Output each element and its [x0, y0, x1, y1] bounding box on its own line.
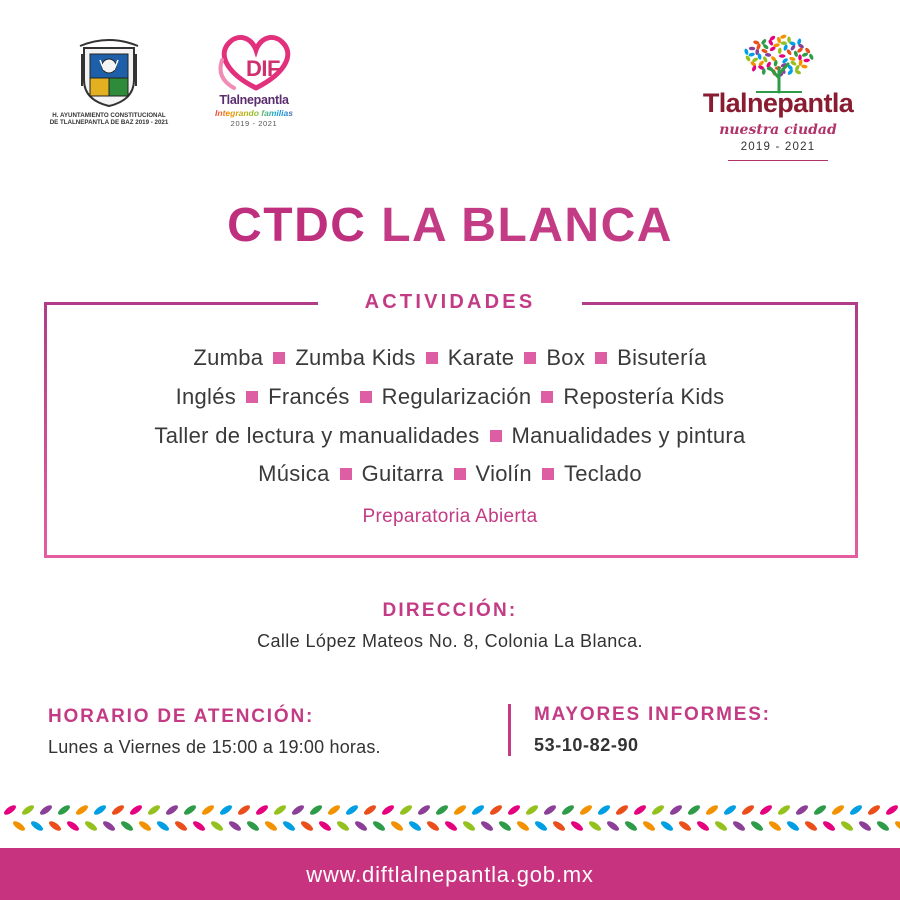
- city-logo-rule: [728, 160, 828, 161]
- border-leaf: [93, 804, 108, 817]
- activities-extra: Preparatoria Abierta: [362, 506, 538, 527]
- tree-leaf: [751, 65, 757, 72]
- border-leaf: [822, 820, 837, 833]
- border-leaf: [606, 820, 621, 833]
- page-title: [0, 198, 900, 253]
- border-leaf: [183, 804, 198, 817]
- border-leaf: [723, 804, 738, 817]
- leaf-pattern-border: [0, 800, 900, 836]
- border-leaf: [300, 820, 315, 833]
- border-leaf: [48, 820, 63, 833]
- border-leaf: [219, 804, 234, 817]
- border-leaf: [246, 820, 261, 833]
- square-separator-icon: [454, 468, 466, 480]
- activity-item: Zumba: [193, 345, 264, 370]
- square-separator-icon: [595, 352, 607, 364]
- info-divider: [508, 704, 511, 756]
- border-leaf: [588, 820, 603, 833]
- border-leaf: [39, 804, 54, 817]
- activity-item: Taller de lectura y manualidades: [154, 423, 480, 448]
- border-leaf: [552, 820, 567, 833]
- border-leaf: [282, 820, 297, 833]
- border-leaf: [327, 804, 342, 817]
- border-leaf: [399, 804, 414, 817]
- municipality-caption: [40, 112, 178, 126]
- border-leaf: [687, 804, 702, 817]
- tree-leaf: [803, 58, 810, 62]
- border-leaf: [75, 804, 90, 817]
- square-separator-icon: [246, 391, 258, 403]
- square-separator-icon: [340, 468, 352, 480]
- square-separator-icon: [490, 430, 502, 442]
- municipal-coat-of-arms-logo: [78, 36, 140, 108]
- border-leaf: [255, 804, 270, 817]
- activity-item: Violín: [475, 461, 532, 486]
- dif-brand-text: DIF: [246, 56, 280, 81]
- border-leaf: [129, 804, 144, 817]
- tree-leaf: [790, 60, 797, 66]
- border-leaf: [264, 820, 279, 833]
- border-leaf: [705, 804, 720, 817]
- border-leaf: [462, 820, 477, 833]
- border-leaf: [84, 820, 99, 833]
- dif-tagline-text: Integrando familias: [204, 108, 304, 118]
- tree-leaf: [801, 64, 808, 69]
- border-leaf: [732, 820, 747, 833]
- border-leaf: [777, 804, 792, 817]
- border-leaf: [363, 804, 378, 817]
- activity-item: Guitarra: [361, 461, 444, 486]
- border-leaf: [156, 820, 171, 833]
- hours-label: HORARIO DE ATENCIÓN:: [48, 706, 315, 727]
- tree-leaf: [781, 41, 787, 45]
- border-leaf: [642, 820, 657, 833]
- info-label: MAYORES INFORMES:: [534, 704, 771, 725]
- activity-line: [44, 423, 856, 449]
- border-leaf: [651, 804, 666, 817]
- border-leaf: [444, 820, 459, 833]
- border-leaf: [453, 804, 468, 817]
- activity-line: [44, 461, 856, 487]
- activity-item: Manualidades y pintura: [511, 423, 746, 448]
- square-separator-icon: [542, 468, 554, 480]
- border-leaf: [750, 820, 765, 833]
- tree-leaf: [789, 56, 796, 61]
- square-separator-icon: [524, 352, 536, 364]
- border-leaf: [57, 804, 72, 817]
- border-leaf: [561, 804, 576, 817]
- caption-line-1: H. AYUNTAMIENTO CONSTITUCIONAL: [52, 112, 166, 119]
- border-leaf: [516, 820, 531, 833]
- border-leaf: [624, 820, 639, 833]
- border-leaf: [840, 820, 855, 833]
- tree-leaf: [780, 34, 787, 40]
- border-leaf: [525, 804, 540, 817]
- dif-years-text: 2019 - 2021: [230, 119, 278, 128]
- border-leaf: [759, 804, 774, 817]
- border-leaf: [30, 820, 45, 833]
- border-leaf: [66, 820, 81, 833]
- border-leaf: [570, 820, 585, 833]
- border-leaf: [885, 804, 900, 817]
- tree-leaf: [749, 47, 756, 51]
- square-separator-icon: [541, 391, 553, 403]
- address-value: Calle López Mateos No. 8, Colonia La Blanca.: [257, 631, 643, 651]
- city-logo-name: Tlalnepantla: [702, 88, 854, 118]
- border-leaf: [201, 804, 216, 817]
- activity-line: [44, 384, 856, 410]
- border-leaf: [273, 804, 288, 817]
- border-leaf: [228, 820, 243, 833]
- border-leaf: [696, 820, 711, 833]
- activity-line: [44, 345, 856, 371]
- border-leaf: [192, 820, 207, 833]
- border-leaf: [336, 820, 351, 833]
- city-logo-years: 2019 - 2021: [740, 141, 816, 153]
- border-leaf: [354, 820, 369, 833]
- border-leaf: [21, 804, 36, 817]
- border-leaf: [768, 820, 783, 833]
- border-leaf: [867, 804, 882, 817]
- border-leaf: [435, 804, 450, 817]
- footer-website-link[interactable]: www.diftlalnepantla.gob.mx: [306, 862, 594, 887]
- border-leaf: [381, 804, 396, 817]
- border-leaf: [426, 820, 441, 833]
- border-leaf: [813, 804, 828, 817]
- dif-city-text: Tlalnepantla: [219, 93, 289, 107]
- border-leaf: [498, 820, 513, 833]
- border-leaf: [471, 804, 486, 817]
- border-leaf: [741, 804, 756, 817]
- activity-item: Repostería Kids: [563, 384, 725, 409]
- border-leaf: [543, 804, 558, 817]
- border-leaf: [318, 820, 333, 833]
- tree-leaf: [779, 54, 785, 58]
- activity-item: Zumba Kids: [295, 345, 416, 370]
- tree-leaf: [744, 48, 749, 55]
- border-leaf: [489, 804, 504, 817]
- border-leaf: [174, 820, 189, 833]
- border-leaf: [12, 820, 27, 833]
- border-leaf: [795, 804, 810, 817]
- border-leaf: [849, 804, 864, 817]
- square-separator-icon: [426, 352, 438, 364]
- border-leaf: [111, 804, 126, 817]
- border-leaf: [507, 804, 522, 817]
- activity-item: Francés: [268, 384, 350, 409]
- phone-number: 53-10-82-90: [534, 735, 639, 755]
- border-leaf: [579, 804, 594, 817]
- border-leaf: [165, 804, 180, 817]
- border-leaf: [678, 820, 693, 833]
- tree-leaf: [765, 53, 772, 57]
- border-leaf: [786, 820, 801, 833]
- border-leaf: [615, 804, 630, 817]
- border-leaf: [291, 804, 306, 817]
- activities-label: ACTIVIDADES: [318, 286, 582, 318]
- border-leaf: [102, 820, 117, 833]
- hours-value: Lunes a Viernes de 15:00 a 19:00 horas.: [48, 737, 381, 757]
- tree-logo-icon: [736, 34, 822, 94]
- border-leaf: [534, 820, 549, 833]
- address-label: DIRECCIÓN:: [382, 600, 518, 621]
- border-leaf: [390, 820, 405, 833]
- border-leaf: [417, 804, 432, 817]
- square-separator-icon: [360, 391, 372, 403]
- border-leaf: [210, 820, 225, 833]
- border-leaf: [3, 804, 18, 817]
- border-leaf: [480, 820, 495, 833]
- activity-item: Regularización: [381, 384, 532, 409]
- tree-leaf: [778, 47, 782, 54]
- square-separator-icon: [273, 352, 285, 364]
- border-leaf: [408, 820, 423, 833]
- activity-item: Box: [546, 345, 586, 370]
- activity-item: Teclado: [563, 461, 642, 486]
- border-leaf: [120, 820, 135, 833]
- tree-leaf: [748, 52, 755, 57]
- border-leaf: [804, 820, 819, 833]
- border-leaf: [345, 804, 360, 817]
- border-leaf: [831, 804, 846, 817]
- border-leaf: [309, 804, 324, 817]
- title-rest-part: LA BLANCA: [381, 199, 673, 252]
- activity-item: Bisutería: [617, 345, 707, 370]
- border-leaf: [714, 820, 729, 833]
- border-leaf: [894, 820, 900, 833]
- border-leaf: [597, 804, 612, 817]
- border-leaf: [633, 804, 648, 817]
- border-leaf: [147, 804, 162, 817]
- title-bold-part: CTDC: [227, 199, 367, 252]
- border-leaf: [858, 820, 873, 833]
- city-logo-tagline: nuestra ciudad: [719, 122, 837, 138]
- activity-item: Inglés: [175, 384, 237, 409]
- border-leaf: [372, 820, 387, 833]
- border-leaf: [660, 820, 675, 833]
- border-leaf: [876, 820, 891, 833]
- border-leaf: [237, 804, 252, 817]
- activity-item: Música: [258, 461, 330, 486]
- activity-item: Karate: [447, 345, 515, 370]
- caption-line-2: DE TLALNEPANTLA DE BAZ 2019 - 2021: [49, 119, 169, 126]
- border-leaf: [138, 820, 153, 833]
- border-leaf: [669, 804, 684, 817]
